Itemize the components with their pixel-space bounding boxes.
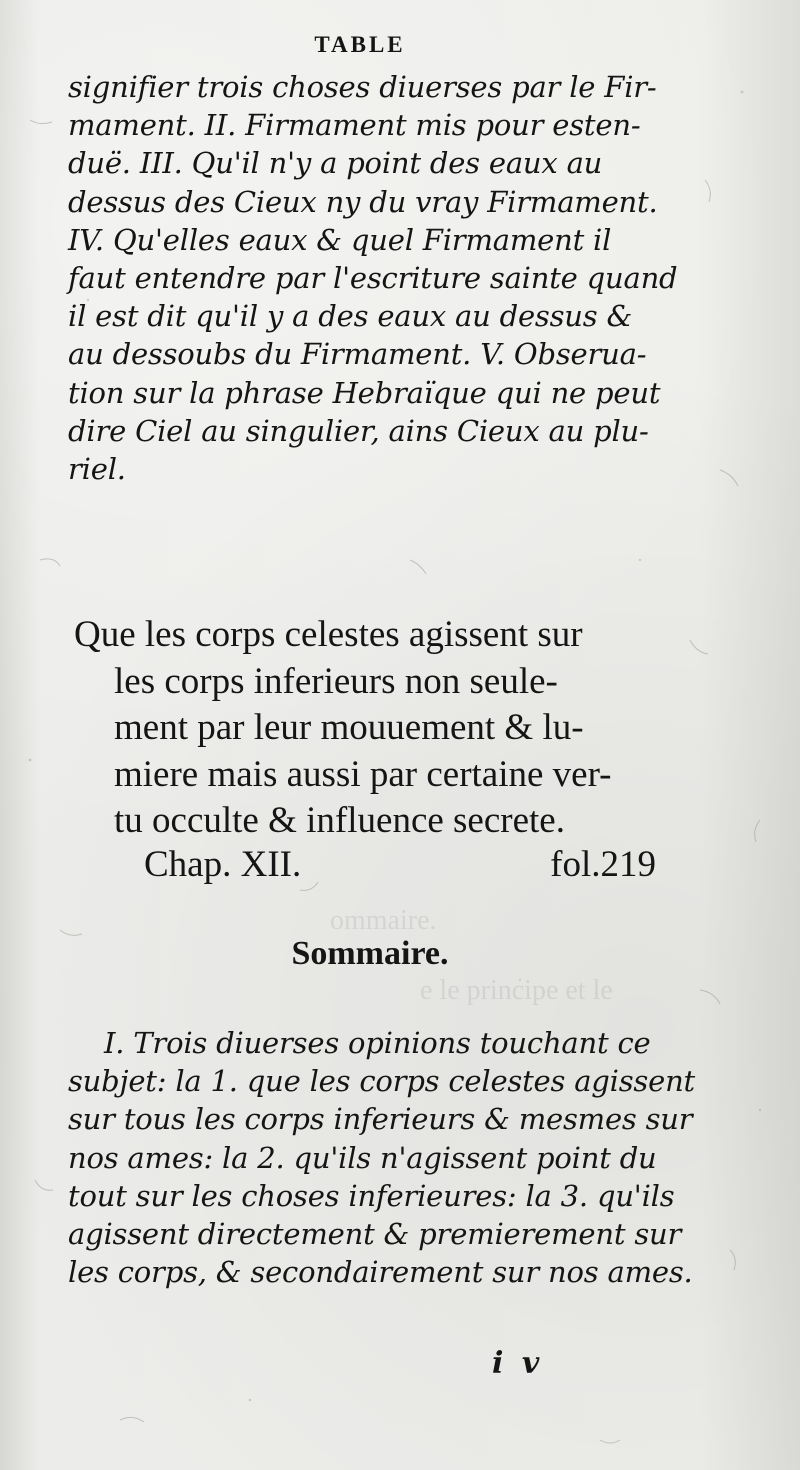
summary-line: mament. II. Firmament mis pour esten- <box>68 108 641 143</box>
chapter-title-line: miere mais aussi par certaine ver- <box>114 753 612 795</box>
sommaire-line: les corps, & secondairement sur nos ames. <box>68 1255 693 1290</box>
summary-line: dire Ciel au singulier, ains Cieux au plu- <box>68 413 649 448</box>
summary-line: riel. <box>68 452 126 487</box>
sommaire-line: subjet: la 1. que les corps celestes agissent <box>68 1064 696 1099</box>
sommaire-line: tout sur les choses inferieures: la 3. qu'ils <box>68 1178 675 1213</box>
chapter-title <box>74 612 664 845</box>
running-head: TABLE <box>314 32 406 57</box>
summary-previous-chapter <box>68 68 678 488</box>
sommaire-line: nos ames: la 2. qu'ils n'agissent point du <box>68 1140 657 1175</box>
sommaire-line: agissent directement & premierement sur <box>68 1217 682 1252</box>
summary-line: tion sur la phrase Hebraïque qui ne peut <box>68 375 661 410</box>
show-through-text: ommaire. <box>330 905 437 936</box>
summary-line: IV. Qu'elles eaux & quel Firmament il <box>68 222 612 257</box>
show-through-text: e le principe et le <box>420 975 613 1006</box>
sommaire-line: I. Trois diuerses opinions touchant ce <box>104 1026 651 1060</box>
summary-line: dessus des Cieux ny du vray Firmament. <box>68 184 658 219</box>
sommaire-line: sur tous les corps inferieurs & mesmes sur <box>68 1102 693 1137</box>
chapter-title-line: les corps inferieurs non seule- <box>114 660 558 702</box>
summary-line: au dessoubs du Firmament. V. Obserua- <box>68 337 647 372</box>
folio-number: fol.219 <box>550 844 656 885</box>
chapter-reference <box>144 843 656 886</box>
chapter-title-line: ment par leur mouuement & lu- <box>114 707 584 748</box>
summary-line: signifier trois choses diuerses par le Fir- <box>68 70 657 104</box>
chapter-title-line: tu occulte & influence secrete. <box>114 800 565 841</box>
signature-mark: i v <box>492 1346 544 1381</box>
summary-line: il est dit qu'il y a des eaux au dessus & <box>68 299 633 334</box>
sommaire-text <box>68 1024 696 1291</box>
summary-line: duë. III. Qu'il n'y a point des eaux au <box>68 146 603 181</box>
sommaire-heading: Sommaire. <box>291 935 449 972</box>
chapter-number: Chap. XII. <box>144 844 302 885</box>
summary-line: faut entendre par l'escriture sainte quand <box>68 261 678 296</box>
chapter-title-line: Que les corps celestes agissent sur <box>74 614 583 655</box>
